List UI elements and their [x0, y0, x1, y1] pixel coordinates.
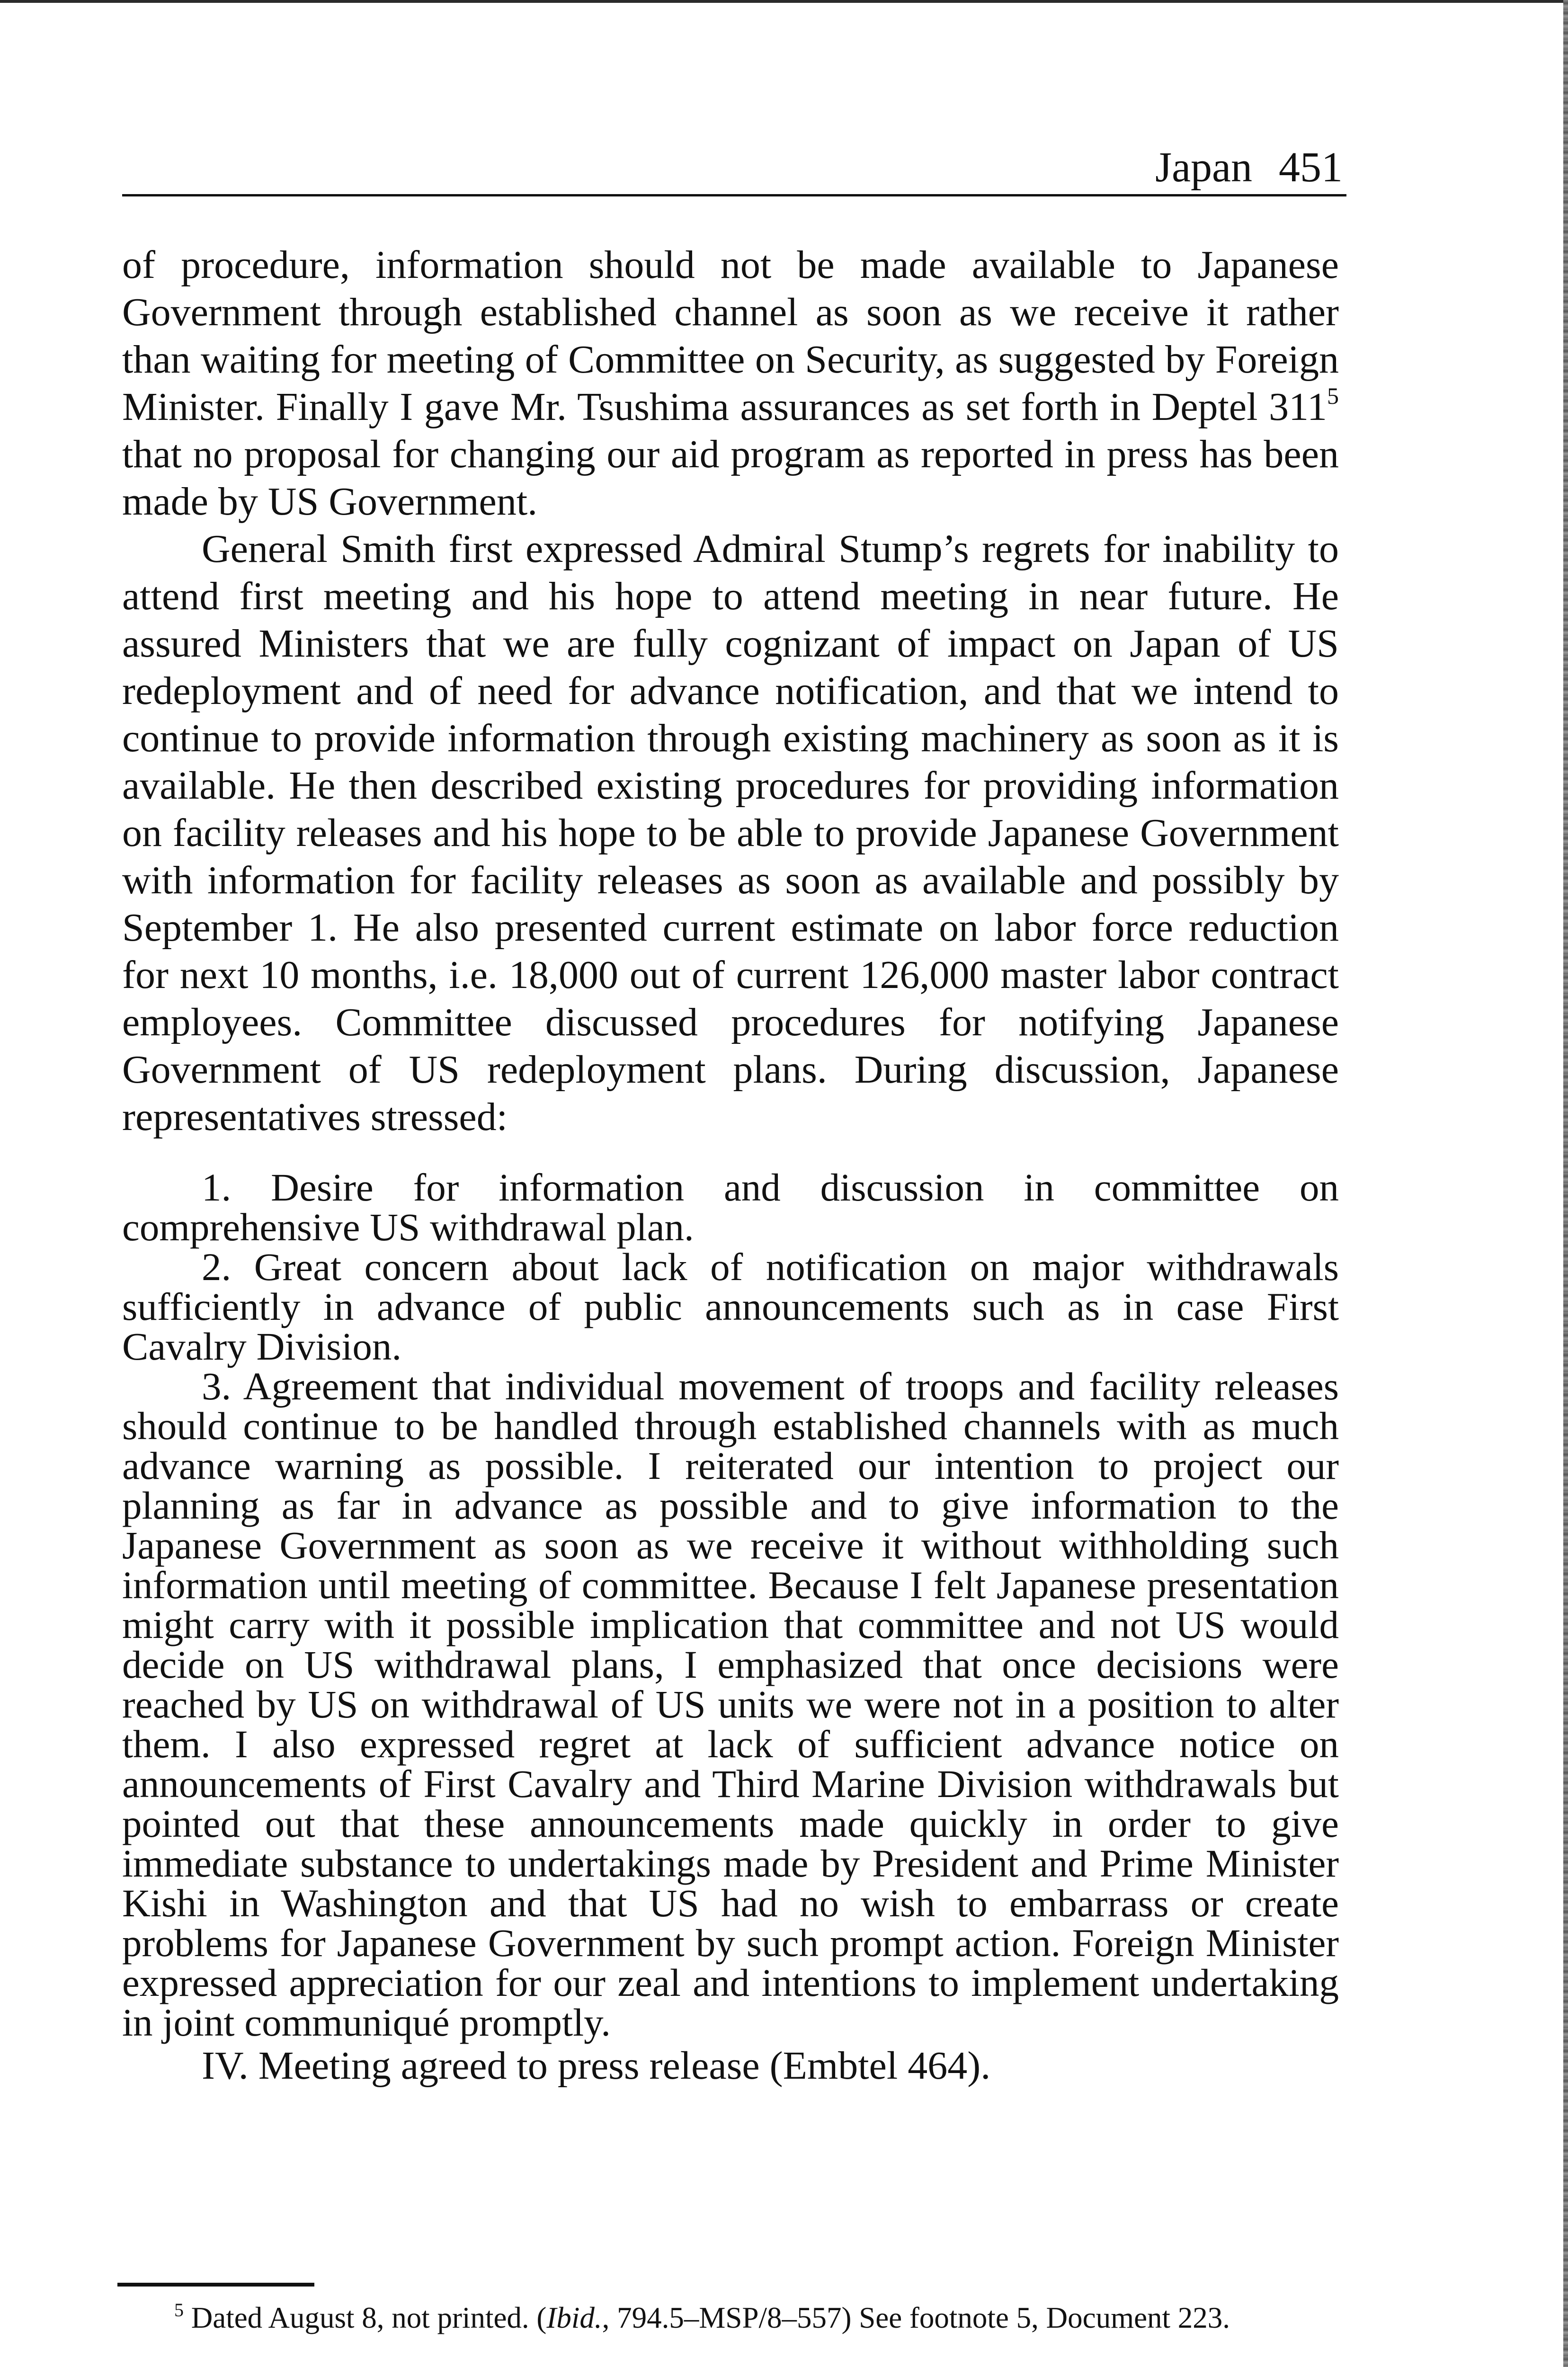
scan-edge-top: [0, 0, 1568, 3]
running-header: [122, 142, 1346, 196]
footnote-ibid: Ibid.: [546, 2301, 602, 2334]
list-item-3: 3. Agreement that individual movement of troops and facility releases should continue to be handled through established channels with as much advance warning as possible. I reiterated our intention to project our planning as far in advance as possible and to give information to the Japanese Government as soon as we receive it without withholding such information until meeting of committee. Because I felt Japanese presentation might carry with it possible implication that committee and not US would decide on US withdrawal plans, I emphasized that once decisions were reached by US on withdrawal of US units we were not in a position to alter them. I also expressed regret at lack of sufficient advance notice on announcements of First Cavalry and Third Marine Division withdrawals but pointed out that these announcements made quickly in order to give immediate substance to undertakings made by President and Prime Minister Kishi in Washington and that US had no wish to embarrass or create problems for Japanese Government by such prompt action. Foreign Minister expressed appreciation for our zeal and intentions to implement undertaking in joint communiqué promptly.: [122, 1364, 1339, 2044]
header-section: Japan: [1155, 144, 1252, 191]
paragraph-1-text: of procedure, information should not be made available to Japanese Government through established channel as soon as we receive it rather than waiting for meeting of Committee on Security, as suggested by Foreign Minister. Finally I gave Mr. Tsushima assurances as set forth in Deptel 311: [122, 243, 1339, 429]
paragraph-general-smith: General Smith first expressed Admiral Stump’s regrets for inability to attend first meeting and his hope to attend meeting in near future. He assured Ministers that we are fully cognizant of impact on Japan of US redeployment and of need for advance notification, and that we intend to continue to provide information through existing machinery as soon as it is available. He then described existing procedures for providing information on facility releases and his hope to be able to provide Japanese Government with information for facility releases as soon as available and possibly by September 1. He also presented current estimate on labor force reduction for next 10 months, i.e. 18,000 out of current 126,000 master labor contract employees. Committee discussed procedures for notifying Japanese Government of US redeployment plans. During discussion, Japanese representatives stressed:: [122, 527, 1339, 1139]
footnote-marker: 5: [174, 2299, 184, 2321]
footnote: [122, 2300, 1339, 2336]
scan-edge-right: [1563, 0, 1568, 2367]
numbered-list: [122, 1167, 1339, 2042]
list-item-1: 1. Desire for information and discussion in committee on comprehensive US withdrawal plan.: [122, 1166, 1339, 1249]
paragraph-1-text-end: that no proposal for changing our aid program as reported in press has been made by US Government.: [122, 432, 1339, 524]
body-text: [122, 241, 1339, 2090]
footnote-reference: 5: [1327, 383, 1339, 409]
paragraph-continued: [122, 241, 1339, 525]
list-item-2: 2. Great concern about lack of notification on major withdrawals sufficiently in advance of public announcements such as in case First Cavalry Division.: [122, 1245, 1339, 1368]
footnote-divider: [117, 2283, 314, 2287]
footnote-text: Dated August 8, not printed. (: [184, 2301, 547, 2334]
header-text: [1155, 144, 1343, 191]
footnote-text-end: , 794.5–MSP/8–557) See footnote 5, Document 223.: [602, 2301, 1230, 2334]
page-number: 451: [1279, 144, 1343, 191]
closing-paragraph: IV. Meeting agreed to press release (Embtel 464).: [202, 2044, 991, 2088]
